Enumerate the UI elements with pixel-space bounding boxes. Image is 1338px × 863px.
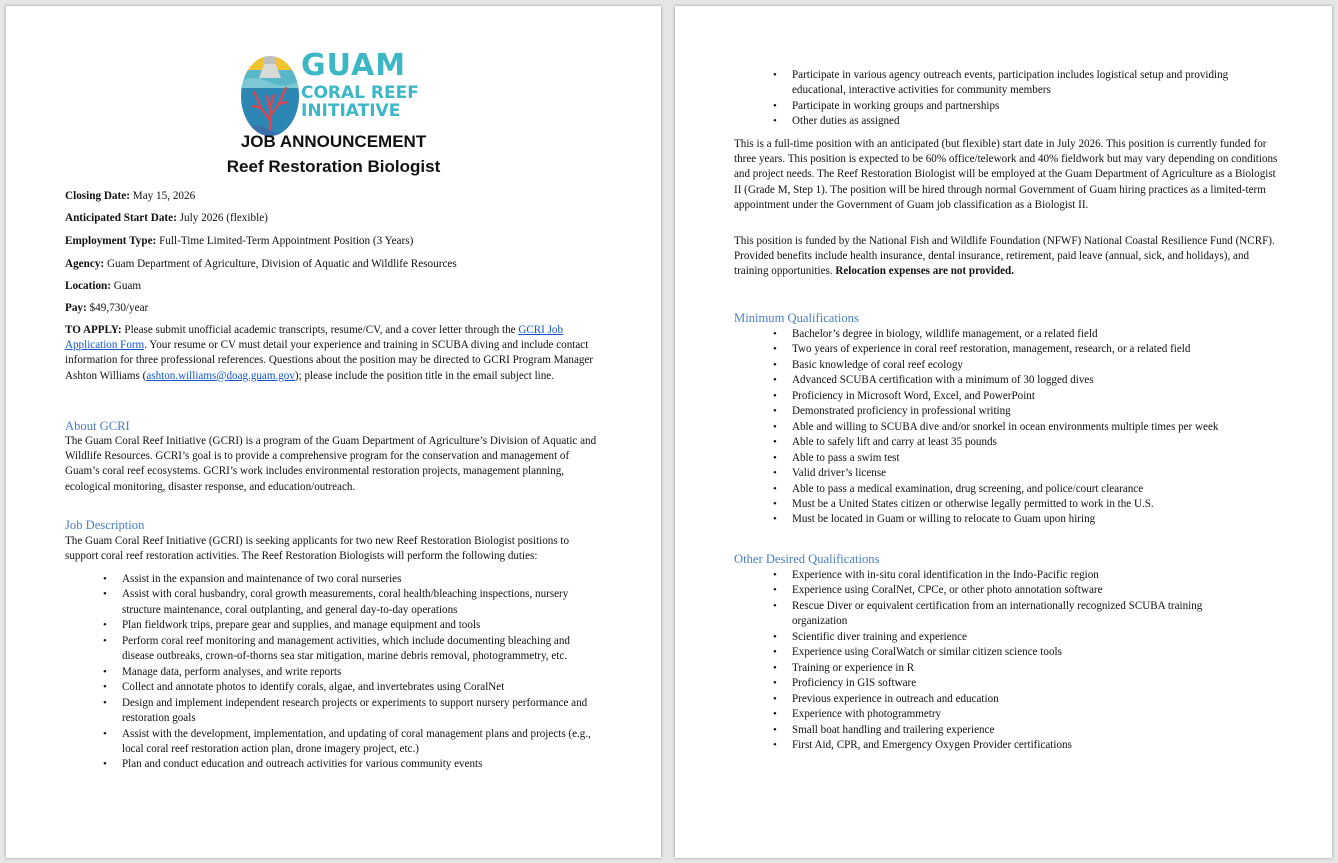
to-apply-paragraph: TO APPLY: Please submit unofficial academic transcripts, resume/CV, and a cover letter through the GCRI Job Application Form. Your resume or CV must detail your experience and training in SCUBA diving and include contact information for three professional references. Questions about the position may be directed to GCRI Program Manager Ashton Williams (ashton.williams@doag.guam.gov); please include the position title in the email subject line. — [65, 324, 594, 382]
list-item: • Small boat handling and trailering experience — [754, 723, 1234, 738]
list-item: • Other duties as assigned — [754, 114, 1254, 129]
funding-paragraph: This position is funded by the National Fish and Wildlife Foundation (NFWF) National Coastal Resilience Fund (NCRF). Provided benefits include health insurance, dental insurance, retirement, paid leave (annual, sick, and holidays), and training opportunities. Relocation expenses are not provided. — [734, 235, 1275, 278]
list-item: • Plan fieldwork trips, prepare gear and supplies, and manage equipment and tools — [84, 618, 594, 633]
minimum-qualifications-list — [754, 327, 1294, 528]
job-description-heading: Job Description — [65, 518, 145, 532]
agency: Agency: Guam Department of Agriculture, Division of Aquatic and Wildlife Resources — [65, 258, 457, 270]
list-item: • Able to safely lift and carry at least 35 pounds — [754, 435, 1294, 450]
list-item: • Advanced SCUBA certification with a minimum of 30 logged dives — [754, 373, 1294, 388]
position-details-paragraph: This is a full-time position with an anticipated (but flexible) start date in July 2026. This position is currently funded for three years. This position is expected to be 60% office/telework and 40% fieldwork but may vary depending on conditions and project needs. The Reef Restoration Biologist will be employed at the Guam Department of Agriculture as a Biologist II (Grade M, Step 1). The position will be hired through normal Government of Guam hiring practices as a limited-term appointment under the Government of Guam job classification as a Biologist II. — [734, 138, 1278, 211]
list-item: • Must be located in Guam or willing to relocate to Guam upon hiring — [754, 512, 1294, 527]
list-item: • Design and implement independent research projects or experiments to support nursery performance and restoration goals — [84, 696, 594, 727]
list-item: • Previous experience in outreach and education — [754, 692, 1234, 707]
gcri-logo — [239, 48, 419, 140]
list-item: • Experience using CoralWatch or similar citizen science tools — [754, 645, 1234, 660]
duties-continued-list — [754, 68, 1254, 130]
list-item: • Two years of experience in coral reef restoration, management, research, or a related field — [754, 342, 1294, 357]
list-item: • Proficiency in Microsoft Word, Excel, and PowerPoint — [754, 389, 1294, 404]
announcement-heading: JOB ANNOUNCEMENT — [240, 132, 427, 151]
list-item: • Must be a United States citizen or otherwise legally permitted to work in the U.S. — [754, 497, 1294, 512]
list-item: • Rescue Diver or equivalent certification from an internationally recognized SCUBA training organization — [754, 599, 1234, 630]
logo-subtitle-1: CORAL REEF — [301, 83, 419, 103]
list-item: • Able and willing to SCUBA dive and/or snorkel in ocean environments multiple times per week — [754, 420, 1294, 435]
start-date: Anticipated Start Date: July 2026 (flexible) — [65, 212, 268, 224]
minimum-qualifications-heading: Minimum Qualifications — [734, 311, 859, 325]
other-qualifications-heading: Other Desired Qualifications — [734, 552, 880, 566]
list-item: • Demonstrated proficiency in professional writing — [754, 404, 1294, 419]
list-item: • First Aid, CPR, and Emergency Oxygen Provider certifications — [754, 738, 1234, 753]
application-form-link[interactable]: GCRI Job Application Form — [65, 324, 564, 352]
list-item: • Participate in various agency outreach events, participation includes logistical setup and providing educational, interactive activities for community members — [754, 68, 1254, 99]
list-item: • Proficiency in GIS software — [754, 676, 1234, 691]
list-item: • Experience with photogrammetry — [754, 707, 1234, 722]
list-item: • Assist with the development, implementation, and updating of coral management plans and projects (e.g., local coral reef restoration action plan, drone imagery project, etc.) — [84, 727, 594, 758]
list-item: • Assist in the expansion and maintenance of two coral nurseries — [84, 572, 594, 587]
list-item: • Manage data, perform analyses, and write reports — [84, 665, 594, 680]
list-item: • Able to pass a medical examination, drug screening, and police/court clearance — [754, 482, 1294, 497]
list-item: • Experience using CoralNet, CPCe, or other photo annotation software — [754, 583, 1234, 598]
list-item: • Collect and annotate photos to identify corals, algae, and invertebrates using CoralNet — [84, 680, 594, 695]
duties-list — [84, 572, 594, 773]
location: Location: Guam — [65, 280, 142, 292]
other-qualifications-list — [754, 568, 1234, 753]
position-title: Reef Restoration Biologist — [226, 157, 441, 176]
list-item: • Plan and conduct education and outreach activities for various community events — [84, 757, 594, 772]
employment-type: Employment Type: Full-Time Limited-Term Appointment Position (3 Years) — [65, 235, 414, 247]
list-item: • Assist with coral husbandry, coral growth measurements, coral health/bleaching inspections, nursery structure maintenance, coral outplanting, and general day-to-day operations — [84, 587, 594, 618]
list-item: • Experience with in-situ coral identification in the Indo-Pacific region — [754, 568, 1234, 583]
list-item: • Bachelor’s degree in biology, wildlife management, or a related field — [754, 327, 1294, 342]
logo-title: GUAM — [301, 48, 407, 83]
coral-emblem-icon — [239, 48, 301, 140]
about-text: The Guam Coral Reef Initiative (GCRI) is a program of the Guam Department of Agriculture’s Division of Aquatic and Wildlife Resources. GCRI’s goal is to provide a comprehensive program for the conservation and management of Guam’s coral reef ecosystems. GCRI’s work includes environmental restoration projects, management planning, ecological monitoring, disaster response, and education/outreach. — [65, 435, 597, 493]
document-page-2 — [675, 6, 1332, 858]
about-heading: About GCRI — [65, 419, 130, 433]
list-item: • Scientific diver training and experience — [754, 630, 1234, 645]
pay: Pay: $49,730/year — [65, 302, 149, 314]
list-item: • Training or experience in R — [754, 661, 1234, 676]
list-item: • Participate in working groups and partnerships — [754, 99, 1254, 114]
closing-date: Closing Date: May 15, 2026 — [65, 190, 196, 202]
list-item: • Valid driver’s license — [754, 466, 1294, 481]
list-item: • Basic knowledge of coral reef ecology — [754, 358, 1294, 373]
logo-subtitle-2: INITIATIVE — [301, 101, 401, 121]
document-page-1 — [6, 6, 661, 858]
list-item: • Perform coral reef monitoring and management activities, which include documenting bleaching and disease outbreaks, crown-of-thorns sea star mitigation, marine debris removal, photogrammetry, etc. — [84, 634, 594, 665]
job-description-text: The Guam Coral Reef Initiative (GCRI) is seeking applicants for two new Reef Restoration Biologist positions to support coral reef restoration activities. The Reef Restoration Biologists will perform the following duties: — [65, 535, 570, 563]
list-item: • Able to pass a swim test — [754, 451, 1294, 466]
email-link[interactable]: ashton.williams@doag.guam.gov — [146, 369, 295, 382]
